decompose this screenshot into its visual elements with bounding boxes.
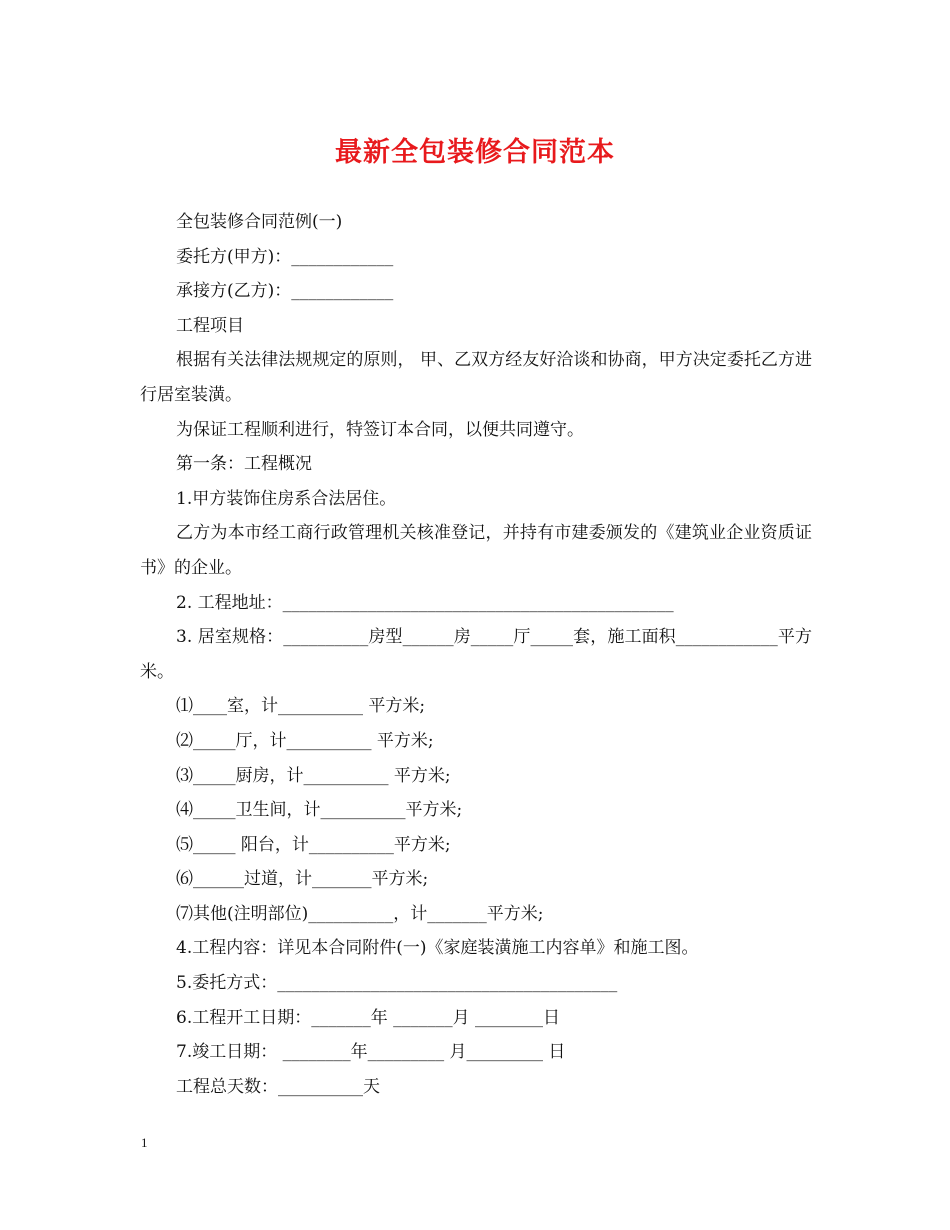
paragraph-party-b-qualification: 乙方为本市经工商行政管理机关核准登记，并持有市建委颁发的《建筑业企业资质证书》的企业。	[140, 523, 812, 578]
paragraph-item-5-method: 5.委托方式：________________________________________	[176, 973, 618, 994]
paragraph-item-1: 1.甲方装饰住房系合法居住。	[176, 488, 397, 509]
paragraph-party-a: 委托方(甲方)：____________	[176, 246, 394, 267]
paragraph-article-one: 第一条：工程概况	[176, 454, 312, 475]
paragraph-room-7: ⑺其他(注明部位)__________，计_______平方米;	[176, 903, 544, 924]
paragraph-guarantee: 为保证工程顺利进行，特签订本合同，以便共同遵守。	[176, 419, 584, 440]
paragraph-room-4: ⑷_____卫生间，计__________平方米;	[176, 800, 463, 821]
paragraph-room-1: ⑴____室，计__________ 平方米;	[176, 696, 426, 717]
paragraph-contract-example: 全包装修合同范例(一)	[176, 212, 343, 232]
paragraph-item-6-start-date: 6.工程开工日期：_______年 _______月 ________日	[176, 1007, 561, 1028]
document-body	[140, 205, 812, 1104]
page-number: 1	[141, 1135, 148, 1150]
paragraph-room-2: ⑵_____厅，计__________ 平方米;	[176, 730, 434, 751]
document-title: 最新全包装修合同范本	[335, 137, 615, 168]
paragraph-item-7-end-date: 7.竣工日期： ________年_________ 月_________ 日	[176, 1042, 566, 1063]
paragraph-room-3: ⑶_____厨房，计__________ 平方米;	[176, 765, 451, 786]
paragraph-total-days: 工程总天数：__________天	[176, 1076, 380, 1097]
paragraph-room-6: ⑹______过道，计_______平方米;	[176, 869, 429, 890]
paragraph-item-2-address: 2. 工程地址：______________________________________________	[176, 592, 674, 613]
paragraph-room-5: ⑸_____ 阳台，计__________平方米;	[176, 834, 451, 855]
paragraph-principles: 根据有关法律法规规定的原则， 甲、乙双方经友好洽谈和协商，甲方决定委托乙方进行居室装潢。	[140, 350, 812, 405]
paragraph-item-4-content: 4.工程内容：详见本合同附件(一)《家庭装潢施工内容单》和施工图。	[176, 938, 699, 959]
paragraph-item-3-specification: 3. 居室规格：__________房型______房_____厅_____套，施工面积____________平方米。	[140, 627, 812, 682]
paragraph-party-b: 承接方(乙方)：____________	[176, 281, 394, 302]
paragraph-project-heading: 工程项目	[176, 315, 244, 336]
